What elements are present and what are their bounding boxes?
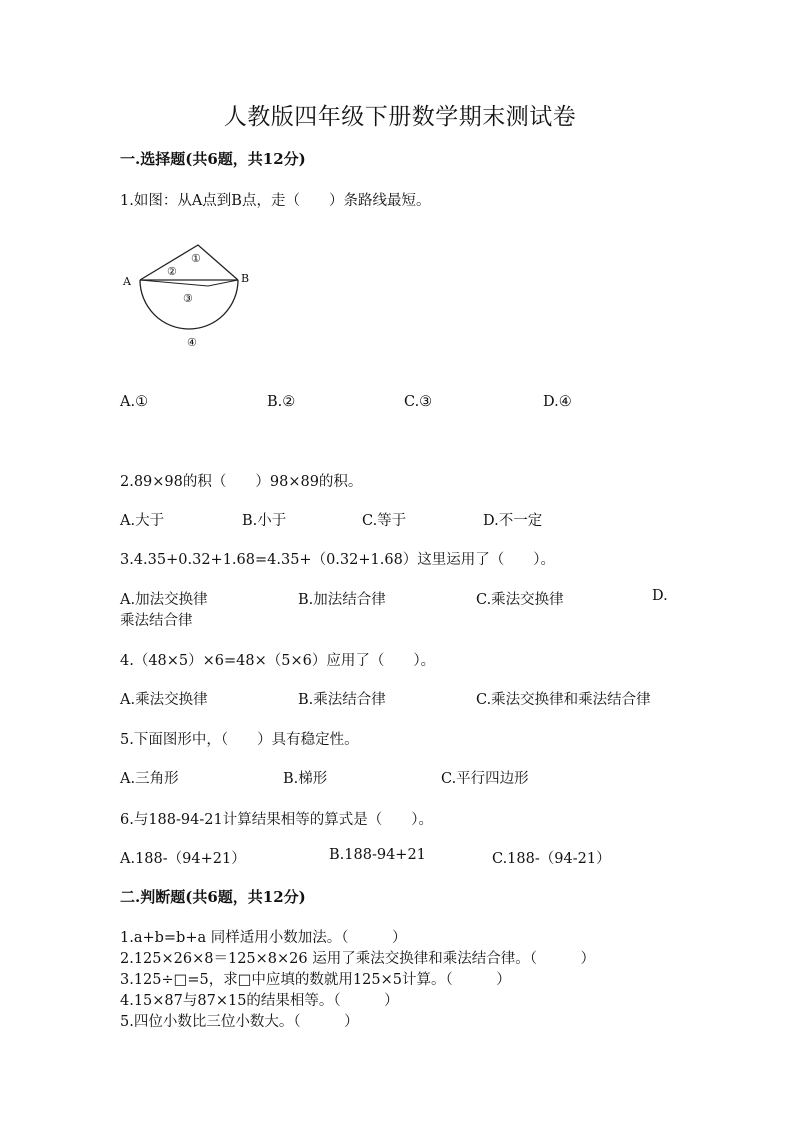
q3-option-d[interactable]: D. — [652, 588, 668, 604]
q4-option-c[interactable]: C.乘法交换律和乘法结合律 — [476, 692, 651, 708]
question-6-text: 6.与188-94-21计算结果相等的算式是（ ）。 — [120, 812, 433, 828]
route-1-path — [140, 245, 238, 280]
q5-option-a[interactable]: A.三角形 — [120, 771, 179, 787]
q3-option-b[interactable]: B.加法结合律 — [298, 592, 386, 608]
q1-option-b[interactable]: B.② — [267, 394, 296, 410]
route-3-label: ③ — [183, 292, 193, 305]
tf-item-3: 3.125÷□=5，求□中应填的数就用125×5计算。（ ） — [120, 972, 511, 988]
q5-option-b[interactable]: B.梯形 — [283, 771, 328, 787]
route-figure — [118, 240, 258, 360]
question-4-text: 4.（48×5）×6=48×（5×6）应用了（ ）。 — [120, 653, 436, 669]
section-heading-choice: 一.选择题(共6题，共12分) — [120, 150, 306, 168]
q4-option-a[interactable]: A.乘法交换律 — [120, 692, 208, 708]
q6-option-c[interactable]: C.188-（94-21） — [492, 851, 611, 867]
q2-option-a[interactable]: A.大于 — [120, 513, 165, 529]
page-title: 人教版四年级下册数学期末测试卷 — [223, 104, 577, 130]
q1-option-a[interactable]: A.① — [120, 394, 149, 410]
q2-option-b[interactable]: B.小于 — [242, 513, 287, 529]
question-3-text: 3.4.35+0.32+1.68=4.35+（0.32+1.68）这里运用了（ ）。 — [120, 552, 556, 568]
question-1-text: 1.如图：从A点到B点，走（ ）条路线最短。 — [120, 193, 431, 209]
tf-item-1: 1.a+b=b+a 同样适用小数加法。（ ） — [120, 930, 407, 946]
q6-option-b[interactable]: B.188-94+21 — [329, 847, 426, 863]
route-3-path — [140, 280, 238, 286]
q2-option-d[interactable]: D.不一定 — [483, 513, 543, 529]
q2-option-c[interactable]: C.等于 — [362, 513, 407, 529]
route-4-label: ④ — [187, 336, 197, 349]
tf-item-2: 2.125×26×8＝125×8×26 运用了乘法交换律和乘法结合律。（ ） — [120, 951, 595, 967]
q3-option-c[interactable]: C.乘法交换律 — [476, 592, 564, 608]
question-5-text: 5.下面图形中，（ ）具有稳定性。 — [120, 732, 359, 748]
q1-option-d[interactable]: D.④ — [543, 394, 572, 410]
route-2-label: ② — [167, 265, 177, 278]
q6-option-a[interactable]: A.188-（94+21） — [120, 851, 246, 867]
point-a-label: A — [123, 275, 131, 288]
q3-option-a[interactable]: A.加法交换律 — [120, 592, 208, 608]
q3-option-d-continued[interactable]: 乘法结合律 — [120, 613, 193, 629]
section-heading-true-false: 二.判断题(共6题，共12分) — [120, 888, 306, 906]
question-2-text: 2.89×98的积（ ）98×89的积。 — [120, 474, 363, 490]
route-1-label: ① — [191, 252, 201, 265]
q5-option-c[interactable]: C.平行四边形 — [441, 771, 529, 787]
q4-option-b[interactable]: B.乘法结合律 — [298, 692, 386, 708]
point-b-label: B — [241, 272, 250, 285]
tf-item-4: 4.15×87与87×15的结果相等。（ ） — [120, 993, 399, 1009]
q1-option-c[interactable]: C.③ — [404, 394, 433, 410]
tf-item-5: 5.四位小数比三位小数大。（ ） — [120, 1014, 359, 1030]
